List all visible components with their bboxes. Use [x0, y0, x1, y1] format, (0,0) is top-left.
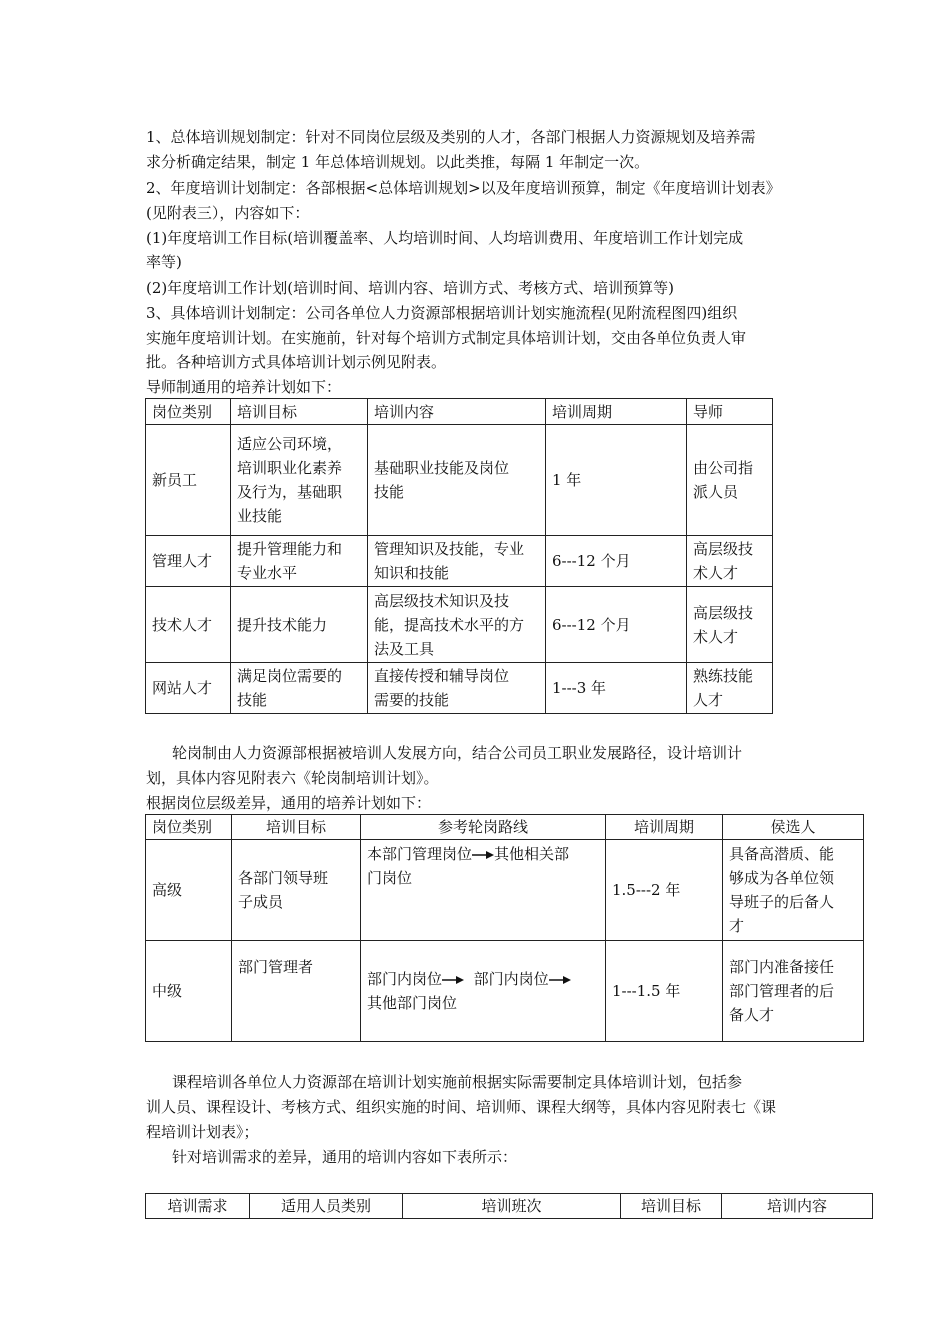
cell-line: 培训职业化素养: [237, 459, 343, 477]
paragraph-line: (见附表三），内容如下：: [146, 204, 310, 222]
cell-line: 熟练技能: [693, 667, 754, 685]
cell-line: 适应公司环境，: [237, 435, 343, 453]
table-header-row: [146, 815, 864, 840]
cell-line: 部门管理者的后: [729, 982, 835, 1000]
cell-line: [367, 967, 599, 991]
paragraph-line: 针对培训需求的差异，通用的培训内容如下表所示：: [172, 1148, 518, 1166]
cell-line: 高层级技: [693, 603, 754, 622]
table-cell: 中级: [146, 941, 232, 1042]
cell-line: 由公司指: [693, 459, 754, 477]
table-cell: [687, 536, 773, 587]
cell-line: 够成为各单位领: [729, 869, 835, 887]
paragraph-line: 划，具体内容见附表六《轮岗制培训计划》。: [146, 769, 439, 787]
cell-line: 高层级技术知识及技: [374, 591, 510, 610]
header-cell: 岗位类别: [146, 815, 232, 840]
table-header-row: [146, 399, 773, 425]
cell-line: 高层级技: [693, 540, 754, 558]
table-cell: 管理人才: [146, 536, 231, 587]
table-cell: [368, 587, 546, 663]
cell-line: 部门内准备接任: [729, 958, 835, 976]
table-cell: 1 年: [546, 425, 687, 536]
rotation-route-cell: [361, 840, 606, 941]
table-cell: [368, 663, 546, 714]
arrow-right-icon: [442, 975, 464, 985]
course-training-table: [145, 1193, 873, 1219]
cell-line: 专业水平: [237, 564, 298, 582]
paragraph-line: 求分析确定结果，制定 1 年总体培训规划。以此类推，每隔 1 年制定一次。: [146, 153, 650, 171]
table-cell: [723, 941, 864, 1042]
table-row: [146, 587, 773, 663]
header-cell: 岗位类别: [146, 399, 231, 425]
table-cell: [687, 425, 773, 536]
cell-line: 提升管理能力和: [237, 540, 343, 558]
paragraph-line: 课程培训各单位人力资源部在培训计划实施前根据实际需要制定具体培训计划，包括参: [172, 1073, 743, 1091]
paragraph-line: 实施年度培训计划。在实施前，针对每个培训方式制定具体培训计划，交由各单位负责人审: [146, 329, 747, 347]
paragraph-line: 3、具体培训计划制定：公司各单位人力资源部根据培训计划实施流程(见附流程图四)组织: [146, 304, 738, 322]
cell-line: 具备高潜质、能: [729, 845, 835, 863]
route-step: 本部门管理岗位: [367, 845, 473, 863]
header-cell: 参考轮岗路线: [361, 815, 606, 840]
cell-line: 人才: [693, 691, 724, 709]
header-cell: 培训目标: [232, 815, 361, 840]
table-cell: 1---3 年: [546, 663, 687, 714]
table-row: [146, 840, 864, 941]
paragraph-line: 1、总体培训规划制定：针对不同岗位层级及类别的人才，各部门根据人力资源规划及培养需: [146, 128, 756, 146]
table-cell: 6---12 个月: [546, 536, 687, 587]
table-cell: [231, 425, 368, 536]
cell-line: 部门管理者: [238, 958, 314, 976]
cell-line: 直接传授和辅导岗位: [374, 667, 510, 685]
header-cell: 培训周期: [606, 815, 723, 840]
cell-line: 各部门领导班: [238, 869, 329, 887]
paragraph-line: 批。各种培训方式具体培训计划示例见附表。: [146, 353, 447, 371]
table-cell: [231, 587, 368, 663]
header-cell: 培训需求: [146, 1194, 250, 1219]
cell-line: 知识和技能: [374, 564, 450, 582]
cell-line: 才: [729, 917, 745, 935]
table-cell: [723, 840, 864, 941]
table-row: [146, 536, 773, 587]
table-cell: 新员工: [146, 425, 231, 536]
table-row: [146, 941, 864, 1042]
cell-line: 子成员: [238, 893, 284, 911]
table-cell: [687, 663, 773, 714]
cell-line: 及行为，基础职: [237, 483, 343, 501]
cell-line: 满足岗位需要的: [237, 667, 343, 685]
cell-line: 其他部门岗位: [367, 994, 458, 1012]
paragraph-line: (1)年度培训工作目标(培训覆盖率、人均培训时间、人均培训费用、年度培训工作计划完成: [146, 229, 744, 247]
cell-line: 术人才: [693, 564, 739, 582]
table-cell: [368, 425, 546, 536]
paragraph-line: 根据岗位层级差异，通用的培养计划如下：: [146, 794, 432, 812]
cell-line: 备人才: [729, 1006, 775, 1024]
paragraph-line: 导师制通用的培养计划如下：: [146, 378, 342, 396]
table-cell: 1---1.5 年: [606, 941, 723, 1042]
header-cell: 侯选人: [723, 815, 864, 840]
table-cell: 网站人才: [146, 663, 231, 714]
paragraph-line: 程培训计划表》；: [146, 1123, 259, 1141]
cell-line: 业技能: [237, 507, 283, 525]
table-cell: [232, 840, 361, 941]
paragraph-line: 训人员、课程设计、考核方式、组织实施的时间、培训师、课程大纲等，具体内容见附表七《课: [146, 1098, 777, 1116]
rotation-plan-table: [145, 814, 864, 1042]
cell-line: 门岗位: [367, 869, 413, 887]
table-row: [146, 425, 773, 536]
table-cell: [368, 536, 546, 587]
cell-line: 法及工具: [374, 639, 435, 658]
header-cell: 培训目标: [231, 399, 368, 425]
arrow-right-icon: [549, 975, 571, 985]
table-cell: 6---12 个月: [546, 587, 687, 663]
cell-line: 派人员: [693, 483, 739, 501]
cell-line: 管理知识及技能，专业: [374, 540, 525, 558]
table-header-row: [146, 1194, 873, 1219]
mentor-plan-table: [145, 398, 773, 714]
cell-line: 技能: [237, 691, 268, 709]
cell-line: 提升技术能力: [237, 615, 328, 634]
route-step: 部门内岗位: [473, 970, 549, 988]
table-cell: 1.5---2 年: [606, 840, 723, 941]
table-cell: [232, 941, 361, 1042]
cell-line: 术人才: [693, 627, 739, 646]
cell-line: 需要的技能: [374, 691, 450, 709]
paragraph-line: (2)年度培训工作计划(培训时间、培训内容、培训方式、考核方式、培训预算等): [146, 279, 674, 297]
table-row: [146, 663, 773, 714]
arrow-right-icon: [472, 850, 494, 860]
table-cell: [231, 536, 368, 587]
table-cell: 技术人才: [146, 587, 231, 663]
cell-line: 能，提高技术水平的方: [374, 615, 525, 634]
route-step: 其他相关部: [494, 845, 570, 863]
header-cell: 培训班次: [403, 1194, 621, 1219]
header-cell: 培训内容: [368, 399, 546, 425]
route-step: 部门内岗位: [367, 970, 443, 988]
paragraph-line: 率等): [146, 253, 182, 271]
header-cell: 适用人员类别: [250, 1194, 403, 1219]
rotation-route-cell: [361, 941, 606, 1042]
table-cell: 高级: [146, 840, 232, 941]
table-cell: [231, 663, 368, 714]
header-cell: 培训周期: [546, 399, 687, 425]
cell-line: 导班子的后备人: [729, 893, 835, 911]
table-cell: [687, 587, 773, 663]
cell-line: 技能: [374, 483, 405, 501]
paragraph-line: 轮岗制由人力资源部根据被培训人发展方向，结合公司员工职业发展路径，设计培训计: [172, 744, 743, 762]
header-cell: 培训目标: [621, 1194, 722, 1219]
header-cell: 培训内容: [722, 1194, 873, 1219]
paragraph-line: 2、年度培训计划制定：各部根据<总体培训规划>以及年度培训预算，制定《年度培训计划表》: [146, 179, 781, 197]
header-cell: 导师: [687, 399, 773, 425]
cell-line: [367, 842, 599, 866]
cell-line: 基础职业技能及岗位: [374, 459, 510, 477]
